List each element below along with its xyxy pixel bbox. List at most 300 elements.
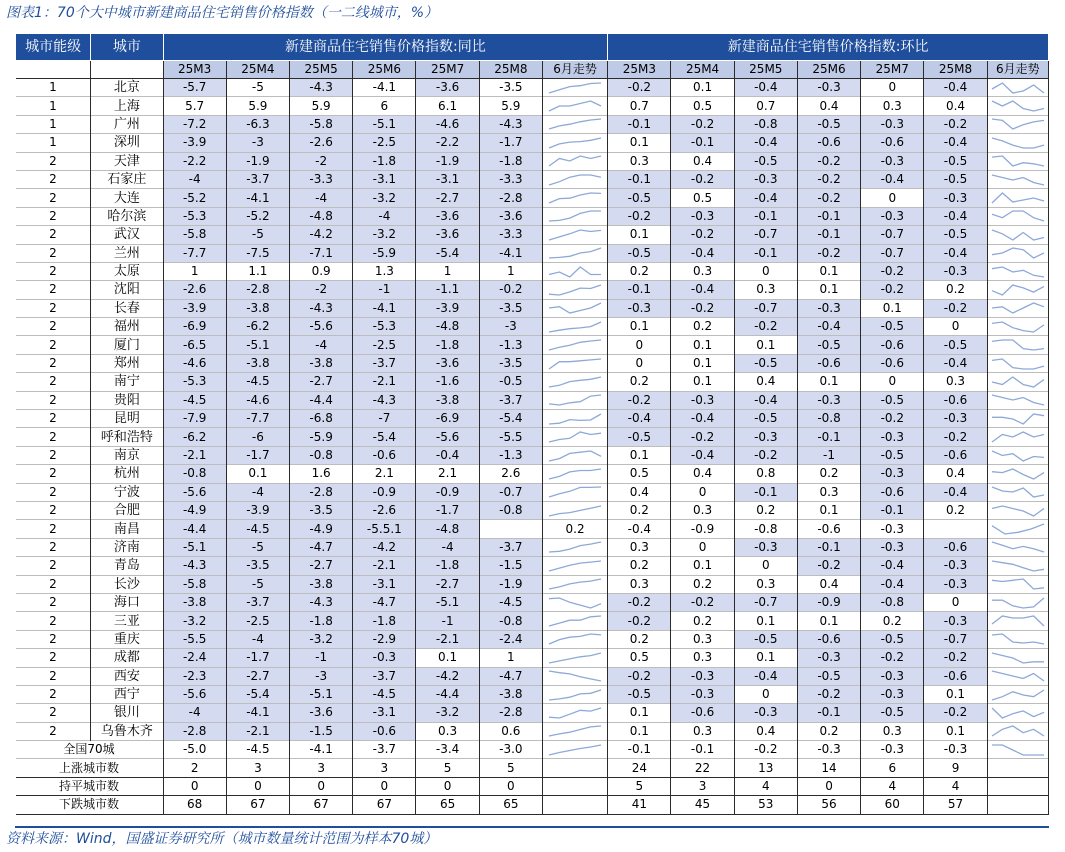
cell-national-mom-trend: [987, 741, 1048, 759]
cell-summary-mom: 4: [861, 777, 924, 795]
cell-yoy-value: 1: [479, 262, 542, 280]
yoy-sparkline: [547, 449, 603, 463]
cell-yoy-value: -0.8: [479, 612, 542, 630]
col-header-mom-trend: 6月走势: [987, 61, 1048, 79]
table-row: [16, 520, 1049, 538]
cell-yoy-value: -1.3: [479, 336, 542, 354]
sparkline-path: [992, 119, 1044, 129]
cell-mom-value: 0.1: [797, 281, 860, 299]
cell-yoy-value: -4.5: [353, 685, 416, 703]
cell-mom-value: -0.3: [671, 391, 734, 409]
cell-yoy-value: -5.3: [163, 373, 226, 391]
source-note: 资料来源：Wind，国盛证券研究所（城市数量统计范围为样本70城）: [6, 831, 438, 847]
cell-yoy-value: -2.6: [163, 281, 226, 299]
mom-sparkline: [990, 651, 1046, 665]
cell-city: 深圳: [91, 134, 163, 152]
cell-mom-value: -0.7: [861, 244, 924, 262]
mom-sparkline: [990, 504, 1046, 518]
cell-yoy-value: -3.1: [353, 704, 416, 722]
col-header-yoy-month: 25M8: [479, 61, 542, 79]
cell-tier: 2: [16, 226, 91, 244]
cell-mom-value: 0.1: [608, 722, 671, 740]
sparkline-path: [549, 138, 601, 148]
cell-mom-value: -0.4: [608, 520, 671, 538]
sparkline-path: [549, 285, 601, 295]
cell-yoy-value: -0.5: [479, 373, 542, 391]
table-row: [16, 704, 1049, 722]
cell-yoy-value: -5.5: [479, 428, 542, 446]
cell-yoy-value: -0.9: [416, 483, 479, 501]
cell-mom-value: 0.3: [861, 722, 924, 740]
cell-yoy-trend: [542, 538, 607, 556]
table-row: [16, 612, 1049, 630]
cell-yoy-trend: [542, 575, 607, 593]
yoy-sparkline: [547, 485, 603, 499]
cell-mom-value: 0.1: [671, 373, 734, 391]
cell-mom-value: 0.4: [797, 97, 860, 115]
yoy-sparkline: [547, 246, 603, 260]
cell-mom-trend: [987, 207, 1048, 225]
cell-yoy-value: -2.6: [353, 501, 416, 519]
cell-yoy-value: -3.6: [416, 79, 479, 97]
table-body: [16, 79, 1049, 815]
mom-sparkline: [990, 688, 1046, 702]
cell-mom-trend: [987, 501, 1048, 519]
cell-mom-trend: [987, 281, 1048, 299]
yoy-sparkline: [547, 577, 603, 591]
cell-yoy-value: -5.6: [416, 428, 479, 446]
cell-summary-yoy: 68: [163, 796, 226, 814]
cell-mom-value: -0.5: [924, 336, 987, 354]
cell-mom-value: -0.2: [924, 649, 987, 667]
cell-tier: 2: [16, 557, 91, 575]
cell-mom-value: 0.1: [797, 373, 860, 391]
mom-sparkline: [990, 412, 1046, 426]
cell-mom-value: -0.8: [861, 593, 924, 611]
cell-yoy-value: -3.2: [416, 704, 479, 722]
cell-mom-value: -0.2: [924, 428, 987, 446]
sparkline-path: [992, 340, 1044, 350]
cell-mom-value: 0.4: [608, 483, 671, 501]
cell-mom-value: -0.4: [861, 557, 924, 575]
cell-mom-value: 0.3: [671, 649, 734, 667]
cell-yoy-value: 0.3: [416, 722, 479, 740]
cell-mom-value: 0.4: [671, 152, 734, 170]
cell-yoy-value: -2.8: [479, 704, 542, 722]
cell-tier: 2: [16, 685, 91, 703]
cell-city: 长沙: [91, 575, 163, 593]
cell-summary-mom: 13: [734, 759, 797, 777]
cell-yoy-value: -5.6: [290, 318, 353, 336]
cell-mom-value: -0.2: [671, 115, 734, 133]
cell-summary-label: 上涨城市数: [16, 759, 164, 777]
cell-national-yoy: -4.5: [226, 741, 289, 759]
cell-summary-mom: 9: [924, 759, 987, 777]
cell-yoy-value: -5.4: [479, 410, 542, 428]
cell-mom-value: 0.2: [608, 557, 671, 575]
cell-yoy-value: -2.5: [353, 134, 416, 152]
cell-yoy-value: -1.8: [290, 612, 353, 630]
cell-mom-value: 0.3: [671, 262, 734, 280]
cell-yoy-value: -3.3: [479, 226, 542, 244]
cell-mom-value: -0.2: [797, 189, 860, 207]
table-row: [16, 722, 1049, 740]
cell-yoy-value: -4: [290, 189, 353, 207]
mom-sparkline: [990, 117, 1046, 131]
mom-sparkline: [990, 154, 1046, 168]
cell-mom-value: 0.8: [734, 465, 797, 483]
cell-mom-trend: [987, 685, 1048, 703]
sparkline-path: [992, 487, 1044, 497]
cell-yoy-trend: [542, 465, 607, 483]
cell-yoy-value: -4.3: [353, 391, 416, 409]
cell-city: 厦门: [91, 336, 163, 354]
cell-yoy-value: -0.8: [479, 501, 542, 519]
cell-mom-value: -0.8: [797, 410, 860, 428]
cell-yoy-value: -2.1: [353, 557, 416, 575]
yoy-sparkline: [547, 632, 603, 646]
table-row: [16, 373, 1049, 391]
mom-sparkline: [990, 357, 1046, 371]
cell-mom-value: -0.2: [608, 612, 671, 630]
mom-sparkline: [990, 577, 1046, 591]
cell-mom-trend: [987, 465, 1048, 483]
cell-mom-value: 0.3: [671, 630, 734, 648]
cell-yoy-value: -3.5: [226, 557, 289, 575]
cell-yoy-value: -3.6: [290, 704, 353, 722]
cell-mom-trend: [987, 336, 1048, 354]
cell-mom-value: 0.1: [671, 79, 734, 97]
cell-mom-value: -0.6: [924, 446, 987, 464]
cell-yoy-value: -3.8: [290, 575, 353, 593]
cell-mom-value: -0.2: [671, 593, 734, 611]
table-row: [16, 134, 1049, 152]
cell-yoy-value: 5.9: [290, 97, 353, 115]
cell-mom-value: -0.4: [734, 79, 797, 97]
cell-yoy-value: -2.1: [353, 373, 416, 391]
mom-sparkline: [990, 522, 1046, 536]
yoy-sparkline: [547, 375, 603, 389]
cell-city: 沈阳: [91, 281, 163, 299]
yoy-sparkline: [547, 412, 603, 426]
mom-sparkline: [990, 430, 1046, 444]
cell-mom-value: -0.4: [861, 170, 924, 188]
cell-mom-value: -0.1: [797, 207, 860, 225]
cell-mom-value: -0.4: [671, 410, 734, 428]
table-row: [16, 226, 1049, 244]
cell-city: 郑州: [91, 354, 163, 372]
cell-summary-mom: 3: [671, 777, 734, 795]
mom-sparkline: [990, 540, 1046, 554]
cell-yoy-value: -2.1: [226, 722, 289, 740]
cell-yoy-value: -4.1: [226, 704, 289, 722]
cell-yoy-value: -1.3: [479, 446, 542, 464]
sparkline-path: [992, 211, 1044, 221]
cell-mom-value: -0.4: [924, 79, 987, 97]
table-row: [16, 465, 1049, 483]
cell-mom-trend: [987, 152, 1048, 170]
cell-mom-value: -0.2: [671, 428, 734, 446]
cell-national-mom: -0.3: [797, 741, 860, 759]
cell-mom-trend: [987, 391, 1048, 409]
cell-mom-value: -0.2: [924, 115, 987, 133]
col-header-mom-month: 25M5: [734, 61, 797, 79]
cell-yoy-value: -4.9: [163, 501, 226, 519]
sparkline-path: [549, 432, 601, 442]
mom-sparkline: [990, 301, 1046, 315]
mom-sparkline: [990, 596, 1046, 610]
cell-tier: 1: [16, 97, 91, 115]
cell-yoy-trend: [542, 667, 607, 685]
cell-city: 青岛: [91, 557, 163, 575]
cell-tier: 1: [16, 134, 91, 152]
mom-sparkline: [990, 191, 1046, 205]
cell-summary-mom: 4: [924, 777, 987, 795]
cell-yoy-trend: [542, 244, 607, 262]
table-row: [16, 170, 1049, 188]
cell-yoy-value: 2.6: [479, 465, 542, 483]
cell-yoy-value: -1.9: [416, 152, 479, 170]
cell-mom-value: -0.5: [861, 630, 924, 648]
cell-tier: 2: [16, 446, 91, 464]
trend-note: 0.2: [565, 521, 585, 536]
cell-yoy-value: -3.8: [163, 593, 226, 611]
cell-mom-value: 0.2: [608, 501, 671, 519]
cell-yoy-value: -3.6: [479, 207, 542, 225]
cell-yoy-value: -4: [226, 483, 289, 501]
col-header-yoy-month: 25M5: [290, 61, 353, 79]
cell-yoy-trend: [542, 685, 607, 703]
cell-mom-value: -0.8: [734, 115, 797, 133]
cell-yoy-value: -1.7: [416, 501, 479, 519]
cell-yoy-value: -5.1: [290, 685, 353, 703]
cell-mom-value: 0.2: [608, 373, 671, 391]
table-row: [16, 410, 1049, 428]
cell-mom-value: [924, 520, 987, 538]
yoy-sparkline: [547, 504, 603, 518]
cell-yoy-value: -5.5: [163, 630, 226, 648]
cell-yoy-value: -3.8: [226, 299, 289, 317]
cell-yoy-value: -6.8: [290, 410, 353, 428]
cell-mom-value: -0.4: [861, 575, 924, 593]
cell-yoy-value: -3.2: [353, 226, 416, 244]
cell-yoy-value: -7.5: [226, 244, 289, 262]
cell-yoy-value: -2.7: [226, 667, 289, 685]
col-header-blank: [16, 61, 91, 79]
cell-yoy-value: -6: [226, 428, 289, 446]
cell-mom-value: 0.5: [608, 465, 671, 483]
col-group-mom: 新建商品住宅销售价格指数:环比: [608, 34, 1049, 61]
cell-summary-yoy: 65: [416, 796, 479, 814]
cell-mom-value: -0.6: [797, 134, 860, 152]
col-group-yoy: 新建商品住宅销售价格指数:同比: [163, 34, 608, 61]
mom-sparkline: [990, 559, 1046, 573]
col-header-yoy-month: 25M3: [163, 61, 226, 79]
cell-tier: 2: [16, 520, 91, 538]
cell-yoy-value: -0.7: [479, 483, 542, 501]
cell-yoy-value: -3.5: [290, 501, 353, 519]
cell-mom-value: -0.1: [797, 538, 860, 556]
cell-mom-value: -0.1: [608, 170, 671, 188]
cell-mom-value: 0.3: [734, 575, 797, 593]
cell-yoy-value: -4.5: [163, 391, 226, 409]
cell-mom-value: -0.3: [861, 520, 924, 538]
cell-summary-mom: 22: [671, 759, 734, 777]
cell-yoy-value: -2.4: [479, 630, 542, 648]
sparkline-path: [992, 708, 1044, 718]
sparkline-path: [549, 634, 601, 644]
table-row: [16, 593, 1049, 611]
cell-mom-trend: [987, 649, 1048, 667]
cell-mom-value: -0.4: [797, 318, 860, 336]
cell-yoy-value: 0.9: [290, 262, 353, 280]
yoy-sparkline: [547, 117, 603, 131]
cell-tier: 2: [16, 575, 91, 593]
cell-city: 大连: [91, 189, 163, 207]
cell-mom-value: 0.3: [861, 97, 924, 115]
cell-mom-value: -0.5: [861, 318, 924, 336]
cell-yoy-value: -1.5: [479, 557, 542, 575]
cell-yoy-value: -5.1: [226, 336, 289, 354]
cell-mom-value: 0.3: [608, 538, 671, 556]
cell-yoy-value: -6.9: [416, 410, 479, 428]
cell-yoy-value: -3.2: [353, 189, 416, 207]
cell-national-mom: -0.1: [608, 741, 671, 759]
cell-mom-value: 0.3: [608, 575, 671, 593]
cell-summary-mom: 14: [797, 759, 860, 777]
cell-national-mom: -0.3: [861, 741, 924, 759]
cell-yoy-value: -4.2: [290, 226, 353, 244]
cell-summary-yoy: 67: [290, 796, 353, 814]
table-row: [16, 483, 1049, 501]
cell-yoy-value: -3: [226, 134, 289, 152]
cell-yoy-trend: [542, 354, 607, 372]
cell-yoy-value: -1.9: [479, 575, 542, 593]
cell-mom-trend: [987, 722, 1048, 740]
cell-city: 长春: [91, 299, 163, 317]
cell-yoy-value: -2.9: [353, 630, 416, 648]
cell-city: 兰州: [91, 244, 163, 262]
cell-mom-value: -0.5: [734, 410, 797, 428]
sparkline-path: [992, 395, 1044, 405]
table-row: [16, 538, 1049, 556]
cell-yoy-value: -3.9: [416, 299, 479, 317]
cell-yoy-value: -3.7: [226, 593, 289, 611]
sparkline-path: [992, 653, 1044, 663]
cell-yoy-value: -4.8: [416, 520, 479, 538]
table-row: [16, 667, 1049, 685]
cell-yoy-value: -3.8: [479, 685, 542, 703]
cell-city: 太原: [91, 262, 163, 280]
cell-mom-value: -0.6: [671, 704, 734, 722]
cell-mom-trend: [987, 299, 1048, 317]
cell-mom-value: -0.3: [924, 612, 987, 630]
cell-yoy-value: -3.3: [290, 170, 353, 188]
cell-mom-value: 0.5: [608, 649, 671, 667]
cell-tier: 2: [16, 152, 91, 170]
yoy-sparkline: [547, 596, 603, 610]
mom-sparkline: [990, 81, 1046, 95]
col-header-blank: [91, 61, 163, 79]
cell-yoy-trend: [542, 79, 607, 97]
cell-yoy-value: -1.8: [416, 557, 479, 575]
cell-mom-value: -0.3: [861, 667, 924, 685]
cell-yoy-value: -0.4: [416, 446, 479, 464]
cell-summary-label: 持平城市数: [16, 777, 164, 795]
cell-tier: 2: [16, 630, 91, 648]
cell-mom-trend: [987, 170, 1048, 188]
sparkline-path: [992, 634, 1044, 644]
mom-sparkline: [990, 99, 1046, 113]
cell-tier: 2: [16, 299, 91, 317]
sparkline-path: [992, 83, 1044, 93]
cell-yoy-value: -2.1: [163, 446, 226, 464]
cell-mom-trend: [987, 446, 1048, 464]
cell-mom-trend: [987, 538, 1048, 556]
cell-yoy-value: 6.1: [416, 97, 479, 115]
cell-summary-yoy: 0: [479, 777, 542, 795]
cell-yoy-value: -1.8: [479, 152, 542, 170]
cell-tier: 2: [16, 354, 91, 372]
cell-yoy-value: -5.6: [163, 685, 226, 703]
cell-yoy-value: -5.7: [163, 79, 226, 97]
cell-mom-value: -0.9: [797, 593, 860, 611]
cell-mom-trend: [987, 244, 1048, 262]
cell-mom-value: -0.2: [608, 593, 671, 611]
cell-mom-value: 0.4: [734, 722, 797, 740]
table-row: [16, 428, 1049, 446]
cell-mom-value: -0.4: [924, 134, 987, 152]
cell-yoy-value: -3.6: [416, 354, 479, 372]
cell-yoy-value: -5.1: [416, 593, 479, 611]
cell-mom-value: 0: [671, 538, 734, 556]
yoy-sparkline: [547, 651, 603, 665]
cell-mom-value: 0.3: [734, 281, 797, 299]
cell-mom-trend: [987, 704, 1048, 722]
cell-yoy-value: -2: [290, 281, 353, 299]
cell-tier: 2: [16, 667, 91, 685]
cell-tier: 2: [16, 170, 91, 188]
cell-mom-value: 0.2: [797, 465, 860, 483]
table-row: [16, 189, 1049, 207]
cell-yoy-value: -0.2: [479, 281, 542, 299]
cell-mom-value: -0.4: [734, 134, 797, 152]
cell-mom-value: -0.4: [924, 354, 987, 372]
sparkline-path: [549, 487, 601, 497]
cell-mom-value: -0.3: [734, 170, 797, 188]
cell-city: 重庆: [91, 630, 163, 648]
cell-mom-value: -0.5: [734, 152, 797, 170]
mom-sparkline: [990, 449, 1046, 463]
cell-yoy-trend: [542, 299, 607, 317]
yoy-sparkline: [547, 540, 603, 554]
cell-mom-value: -0.1: [734, 244, 797, 262]
cell-mom-value: 0: [608, 354, 671, 372]
cell-yoy-value: -7: [353, 410, 416, 428]
cell-mom-trend: [987, 428, 1048, 446]
cell-yoy-value: -5: [226, 79, 289, 97]
cell-mom-value: -0.5: [797, 667, 860, 685]
cell-mom-value: -0.1: [734, 207, 797, 225]
cell-national-yoy: -3.4: [416, 741, 479, 759]
cell-yoy-value: 6: [353, 97, 416, 115]
cell-mom-value: -0.6: [924, 667, 987, 685]
table-row: [16, 244, 1049, 262]
cell-yoy-value: 5.7: [163, 97, 226, 115]
cell-yoy-trend: [542, 520, 607, 538]
cell-city: 银川: [91, 704, 163, 722]
cell-yoy-value: 2.1: [353, 465, 416, 483]
